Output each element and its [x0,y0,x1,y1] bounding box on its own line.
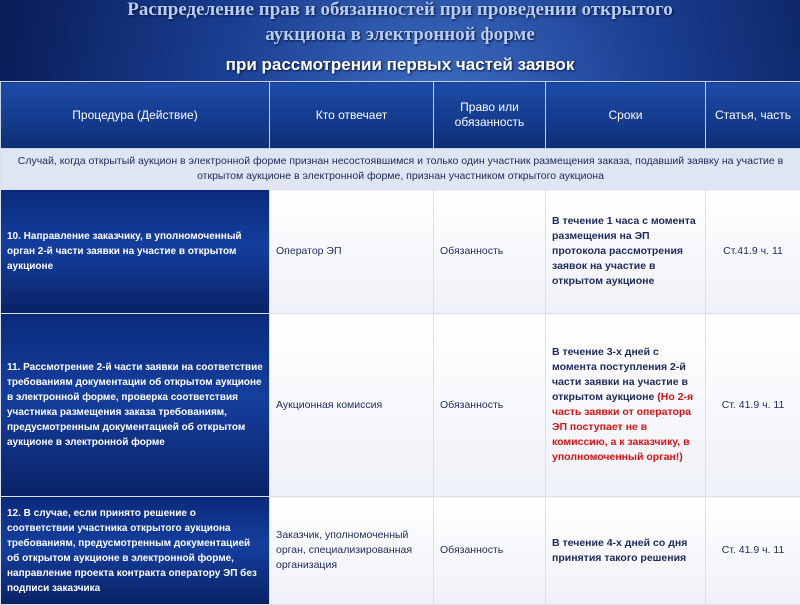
table-header-row [1,82,800,149]
deadline-cell [546,314,706,497]
table-row [1,497,800,605]
right-or-duty-cell: Обязанность [434,497,546,605]
article-cell: Ст.41.9 ч. 11 [706,190,800,314]
right-or-duty-cell: Обязанность [434,190,546,314]
header-right-or-duty: Право или обязанность [434,82,546,149]
deadline-text: В течение 3-х дней с момента поступления 2-й части заявки на участие в открытом аукционе [552,346,688,403]
deadline-note: (Но 2-я часть заявки от оператора ЭП поступает не в комиссию, а к заказчику, в уполномоченный орган!) [552,391,693,463]
responsible-cell: Аукционная комиссия [270,314,434,497]
header-procedure: Процедура (Действие) [1,82,270,149]
right-or-duty-cell: Обязанность [434,314,546,497]
procedure-cell: 12. В случае, если принято решение о соответствии участника открытого аукциона требованиям, предусмотренным документацией об открытом аукционе в электронной форме, направление проекта контракта оператору ЭП без подписи заказчика [1,497,270,605]
slide-title [0,0,800,47]
responsible-cell: Заказчик, уполномоченный орган, специализированная организация [270,497,434,605]
deadline-text: В течение 4-х дней со дня принятия такого решения [552,537,687,564]
table-row [1,314,800,497]
rights-duties-table [0,81,800,605]
header-responsible: Кто отвечает [270,82,434,149]
deadline-cell [546,190,706,314]
notice-row [1,149,800,190]
table-row [1,190,800,314]
deadline-text: В течение 1 часа с момента размещения на ЭП протокола рассмотрения заявок на участие в открытом аукционе [552,215,696,287]
title-line-1: Распределение прав и обязанностей при проведении открытого [0,0,800,22]
notice-text: Случай, когда открытый аукцион в электронной форме признан несостоявшимся и только один участник размещения заказа, подавший заявку на участие в открытом аукционе в электронной форме, признан участником открытого аукциона [1,149,800,190]
article-cell: Ст. 41.9 ч. 11 [706,497,800,605]
procedure-cell: 11. Рассмотрение 2-й части заявки на соответствие требованиям документации об открытом аукционе в электронной форме, проверка соответствия участника размещения заказа требованиям, предусмотренным документацией об открытом аукционе в электронной форме [1,314,270,497]
responsible-cell: Оператор ЭП [270,190,434,314]
article-cell: Ст. 41.9 ч. 11 [706,314,800,497]
deadline-cell [546,497,706,605]
header-article: Статья, часть [706,82,800,149]
slide-subtitle: при рассмотрении первых частей заявок [0,55,800,75]
title-line-2: аукциона в электронной форме [0,22,800,47]
header-deadline: Сроки [546,82,706,149]
procedure-cell: 10. Направление заказчику, в уполномоченный орган 2-й части заявки на участие в открытом аукционе [1,190,270,314]
